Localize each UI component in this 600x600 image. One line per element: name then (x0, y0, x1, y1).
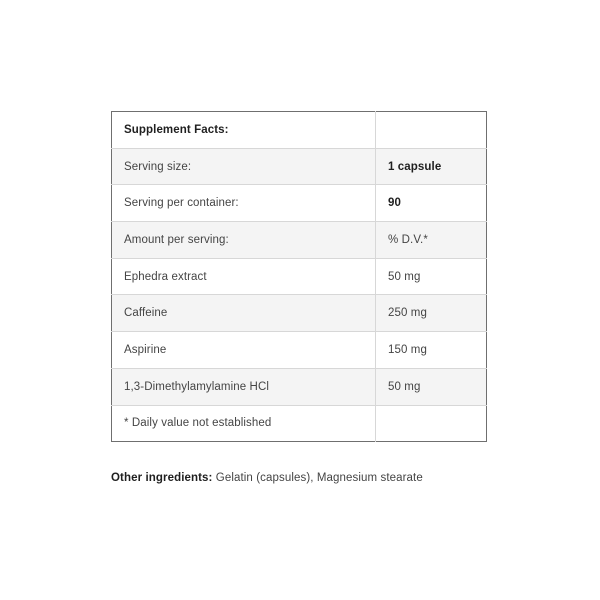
row-label: Ephedra extract (112, 258, 376, 295)
row-label: Serving per container: (112, 185, 376, 222)
table-row (112, 222, 487, 259)
table-row (112, 112, 487, 149)
row-value (376, 405, 487, 442)
footnote: * Daily value not established (112, 405, 376, 442)
row-value (376, 112, 487, 149)
row-value: 50 mg (376, 258, 487, 295)
table-row (112, 405, 487, 442)
table-row (112, 258, 487, 295)
row-label: Amount per serving: (112, 222, 376, 259)
row-value: 50 mg (376, 368, 487, 405)
table-row (112, 368, 487, 405)
row-value: 250 mg (376, 295, 487, 332)
table-row (112, 295, 487, 332)
row-value: 1 capsule (376, 148, 487, 185)
row-label: 1,3-Dimethylamylamine HCl (112, 368, 376, 405)
table-row (112, 148, 487, 185)
other-ingredients-text: Gelatin (capsules), Magnesium stearate (212, 472, 423, 484)
row-value: % D.V.* (376, 222, 487, 259)
table-row (112, 332, 487, 369)
supplement-facts-table (111, 111, 487, 442)
row-label: Caffeine (112, 295, 376, 332)
row-label: Aspirine (112, 332, 376, 369)
row-label: Serving size: (112, 148, 376, 185)
table-row (112, 185, 487, 222)
other-ingredients-label: Other ingredients: (111, 472, 213, 484)
other-ingredients (111, 472, 423, 484)
row-value: 90 (376, 185, 487, 222)
table-title: Supplement Facts: (112, 112, 376, 149)
row-value: 150 mg (376, 332, 487, 369)
